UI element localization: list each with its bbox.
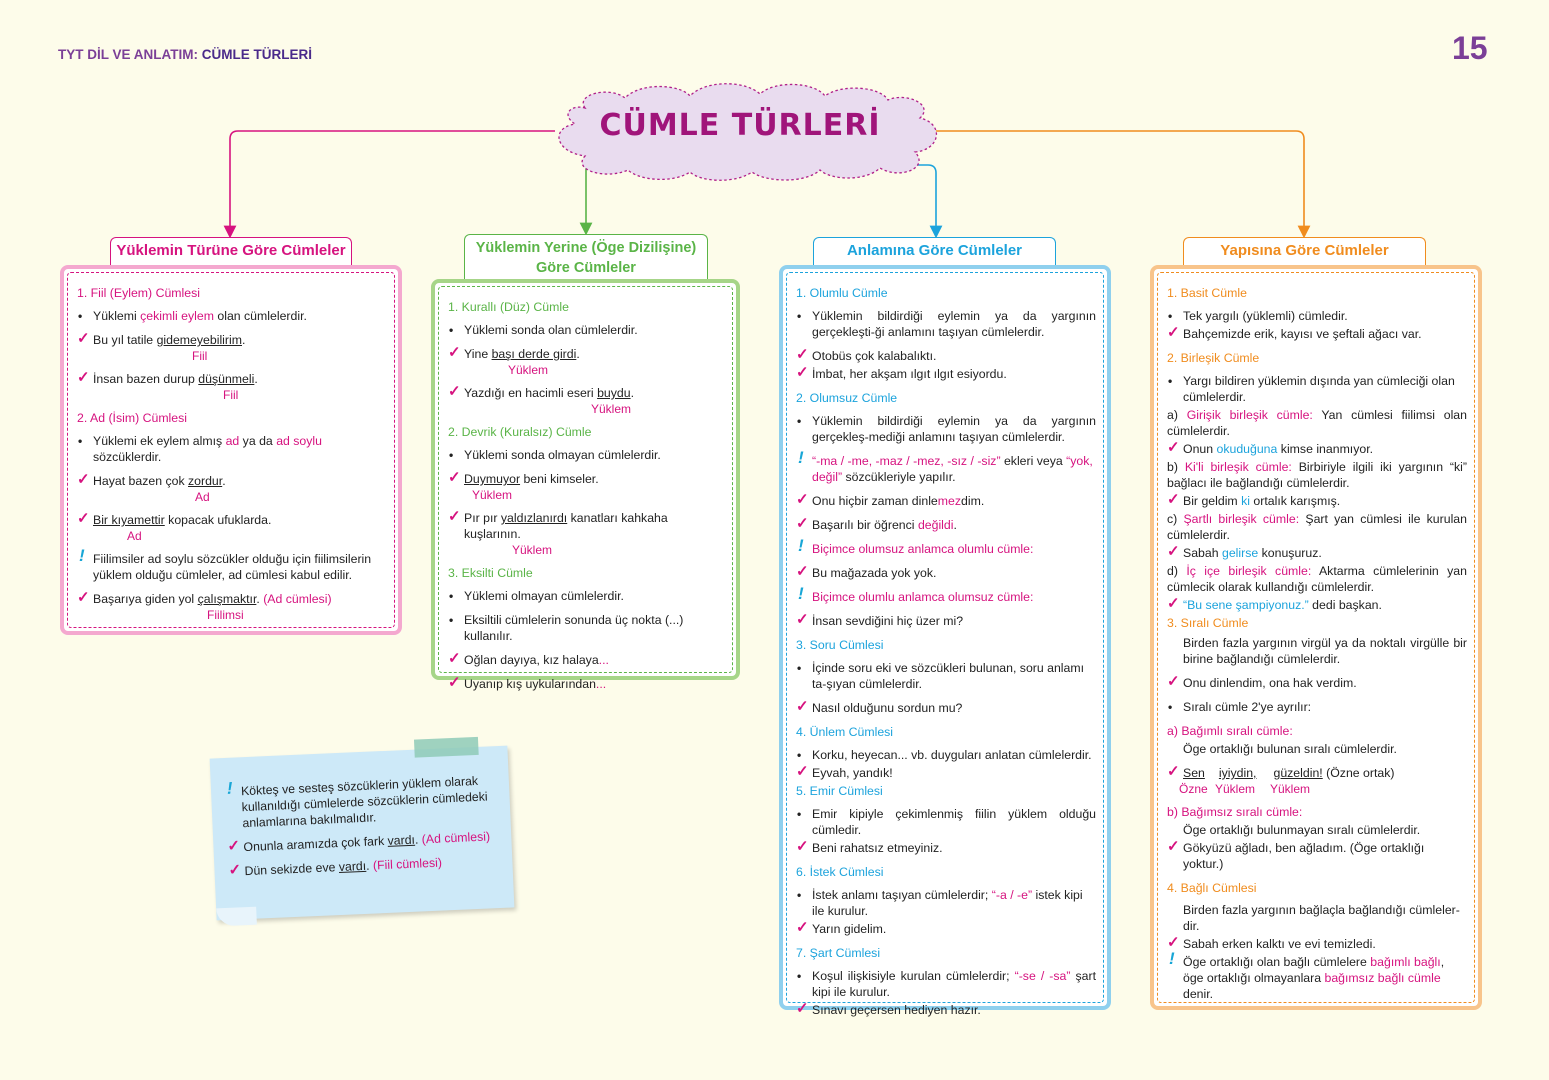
- col1-example-4-label: Ad: [127, 529, 142, 543]
- check-icon: ✓: [796, 611, 809, 628]
- check-icon: ✓: [77, 471, 90, 488]
- col4-section-birlesik: 2. Birleşik Cümle: [1167, 351, 1260, 365]
- check-icon: ✓: [448, 674, 461, 691]
- col1-example-3: ✓ Hayat bazen çok zordur.: [77, 471, 226, 488]
- check-icon: ✓: [1167, 439, 1180, 456]
- header-topic: CÜMLE TÜRLERİ: [201, 47, 313, 62]
- col3-example-7: ✓ Nasıl olduğunu sordun mu?: [796, 698, 963, 715]
- bullet-icon: •: [797, 414, 802, 428]
- col1-box: [60, 265, 402, 635]
- col1-example-2: ✓ İnsan bazen durup düşünmeli.: [77, 369, 258, 386]
- col1-example-2-label: Fiil: [223, 388, 239, 402]
- col4-item-c: c) Şartlı birleşik cümle: Şart yan cümlesi ile kurulan cümlelerdir.: [1167, 512, 1467, 542]
- col3-example-4: ✓ Başarılı bir öğrenci değildi.: [796, 515, 957, 532]
- col4-example-3: ✓ Bir geldim ki ortalık karışmış.: [1167, 491, 1341, 508]
- col3-section-olumsuz: 2. Olumsuz Cümle: [796, 391, 898, 405]
- col2-example-6: ✓ Uyanıp kış uykularından...: [448, 674, 607, 691]
- col2-example-2: ✓ Yazdığı en hacimli eseri buydu.: [448, 383, 634, 400]
- col3-section-istek: 6. İstek Cümlesi: [796, 865, 884, 879]
- check-icon: ✓: [796, 491, 809, 508]
- col3-example-3: ✓ Onu hiçbir zaman dinlemezdim.: [796, 491, 985, 508]
- col3-section-olumlu: 1. Olumlu Cümle: [796, 286, 888, 300]
- col1-bullet-2: • Yüklemi ek eylem almış ad ya da ad soylu sözcüklerdir.: [78, 434, 322, 464]
- check-icon: ✓: [796, 698, 809, 715]
- check-icon: ✓: [796, 346, 809, 363]
- col4-warning: ! Öge ortaklığı olan bağlı cümlelere bağımlı bağlı, öge ortaklığı olmayanlara bağımsız bağlı cümle denir.: [1169, 949, 1445, 1001]
- col4-example-5: ✓ “Bu sene şampiyonuz.” dedi başkan.: [1167, 595, 1382, 612]
- check-icon: ✓: [77, 330, 90, 347]
- col4-bullet-3: • Sıralı cümle 2'ye ayrılır:: [1168, 700, 1312, 714]
- col1-example-1-label: Fiil: [192, 349, 208, 363]
- col1-example-3-label: Ad: [195, 490, 210, 504]
- check-icon: ✓: [448, 344, 461, 361]
- col3-heading-tab: [813, 237, 1056, 267]
- col4-example-7: ✓ Sen iyiydin, güzeldin! (Özne ortak): [1167, 763, 1395, 780]
- col3-bullet-4: • Korku, heyecan... vb. duyguları anlatan cümlelerdir.: [797, 748, 1092, 762]
- main-title: CÜMLE TÜRLERİ: [599, 108, 881, 143]
- col2-heading-line-1: Yüklemin Yerine (Öge Dizilişine): [475, 240, 697, 256]
- exclamation-icon: !: [798, 536, 804, 555]
- col2-example-3: ✓ Duymuyor beni kimseler.: [448, 469, 599, 486]
- col2-section-devrik: 2. Devrik (Kuralsız) Cümle: [448, 425, 592, 439]
- col4-item-a2-desc: Öge ortaklığı bulunan sıralı cümlelerdir.: [1183, 742, 1397, 756]
- bullet-icon: •: [797, 807, 802, 821]
- col1-bullet-1: • Yüklemi çekimli eylem olan cümlelerdir.: [78, 309, 307, 323]
- check-icon: ✓: [77, 369, 90, 386]
- col4-example-9: ✓ Sabah erken kalktı ve evi temizledi.: [1167, 934, 1376, 951]
- col3-example-8: ✓ Eyvah, yandık!: [796, 763, 893, 780]
- col4-example-6: ✓ Onu dinlendim, ona hak verdim.: [1167, 673, 1357, 690]
- col1-heading-tab: [110, 237, 352, 267]
- col4-heading-tab: [1183, 237, 1426, 267]
- col3-example-1: ✓ Otobüs çok kalabalıktı.: [796, 346, 937, 363]
- col2-box: [431, 279, 740, 691]
- exclamation-icon: !: [1169, 949, 1175, 968]
- col1-section-ad: 2. Ad (İsim) Cümlesi: [77, 411, 188, 425]
- col4-section-bagli: 4. Bağlı Cümlesi: [1167, 881, 1257, 895]
- col2-heading-tab: [464, 234, 708, 281]
- col4-heading: Yapısına Göre Cümleler: [1220, 242, 1389, 259]
- col2-example-1: ✓ Yine başı derde girdi.: [448, 344, 580, 361]
- col4-paragraph-4: Birden fazla yargının bağlaçla bağlandığı cümleler-dir.: [1183, 903, 1460, 933]
- col2-example-4-label: Yüklem: [512, 543, 553, 557]
- col1-example-5: ✓ Başarıya giden yol çalışmaktır. (Ad cümlesi): [77, 589, 332, 606]
- bullet-icon: •: [449, 613, 454, 627]
- col4-item-b: b) Ki'li birleşik cümle: Birbiriyle ilgili iki yargının “ki” bağlacı ile bağlandığı cümlelerdir.: [1167, 460, 1468, 490]
- col2-bullet-1: • Yüklemi sonda olan cümlelerdir.: [449, 323, 638, 337]
- col4-example-1: ✓ Bahçemizde erik, kayısı ve şeftali ağacı var.: [1167, 324, 1422, 341]
- bullet-icon: •: [449, 323, 454, 337]
- check-icon: ✓: [1167, 595, 1180, 612]
- col3-example-9: ✓ Beni rahatsız etmeyiniz.: [796, 838, 943, 855]
- col3-example-10: ✓ Yarın gidelim.: [796, 919, 887, 936]
- check-icon: ✓: [228, 861, 242, 879]
- check-icon: ✓: [448, 383, 461, 400]
- col4-item-a2: a) Bağımlı sıralı cümle:: [1167, 724, 1293, 738]
- col2-example-1-label: Yüklem: [508, 363, 549, 377]
- col3-section-soru: 3. Soru Cümlesi: [796, 638, 884, 652]
- check-icon: ✓: [448, 650, 461, 667]
- col4-bullet-2: • Yargı bildiren yüklemin dışında yan cümleciği olan cümlelerdir.: [1168, 374, 1455, 404]
- col1-warning: ! Fiilimsiler ad soylu sözcükler olduğu için fiilimsilerin yüklem olduğu cümleler, ad cümlesi kabul edilir.: [79, 546, 372, 582]
- col3-bullet-2: • Yüklemin bildirdiği eylemin ya da yargının gerçekleş-mediği anlamını taşıyan cümlelerdir.: [797, 414, 1096, 444]
- bullet-icon: •: [1168, 700, 1173, 714]
- note-warning: ! Kökteş ve sesteş sözcüklerin yüklem olarak kullanıldığı cümlelerde sözcüklerin cümledeki anlamlarına bakılmalıdır.: [226, 773, 488, 831]
- check-icon: ✓: [1167, 838, 1180, 855]
- col2-example-3-label: Yüklem: [472, 488, 513, 502]
- check-icon: ✓: [796, 364, 809, 381]
- col1-example-5-label: Fiilimsi: [207, 608, 244, 622]
- col4-section-basit: 1. Basit Cümle: [1167, 286, 1247, 300]
- col3-box: [779, 265, 1111, 1017]
- bullet-icon: •: [1168, 309, 1173, 323]
- col4-example-4: ✓ Sabah gelirse konuşuruz.: [1167, 543, 1322, 560]
- col3-section-emir: 5. Emir Cümlesi: [796, 784, 883, 798]
- col3-bullet-3: • İçinde soru eki ve sözcükleri bulunan, soru anlamı ta-şıyan cümlelerdir.: [797, 661, 1085, 691]
- col4-item-b2-desc: Öge ortaklığı bulunmayan sıralı cümlelerdir.: [1183, 823, 1421, 837]
- check-icon: ✓: [796, 515, 809, 532]
- page-number: 15: [1452, 30, 1488, 66]
- check-icon: ✓: [448, 469, 461, 486]
- bullet-icon: •: [78, 309, 83, 323]
- check-icon: ✓: [1167, 763, 1180, 780]
- col3-example-2: ✓ İmbat, her akşam ılgıt ılgıt esiyordu.: [796, 364, 1007, 381]
- col4-item-d: d) İç içe birleşik cümle: Aktarma cümlelerinin yan cümlecik olarak kullandığı cümlelerdir.: [1167, 564, 1467, 594]
- col3-warning-2: ! Biçimce olumsuz anlamca olumlu cümle:: [798, 536, 1034, 556]
- col3-section-sart: 7. Şart Cümlesi: [796, 946, 881, 960]
- col3-example-6: ✓ İnsan sevdiğini hiç üzer mi?: [796, 611, 964, 628]
- col4-example-2: ✓ Onun okuduğuna kimse inanmıyor.: [1167, 439, 1374, 456]
- exclamation-icon: !: [798, 448, 804, 467]
- col3-warning-3: ! Biçimce olumlu anlamca olumsuz cümle:: [798, 584, 1034, 604]
- col3-example-5: ✓ Bu mağazada yok yok.: [796, 563, 937, 580]
- bullet-icon: •: [78, 434, 83, 448]
- bullet-icon: •: [1168, 374, 1173, 388]
- sticky-note: [210, 746, 515, 921]
- check-icon: ✓: [448, 508, 461, 525]
- col2-bullet-4: • Eksiltili cümlelerin sonunda üç nokta (...) kullanılır.: [449, 613, 684, 643]
- col1-heading: Yüklemin Türüne Göre Cümleler: [116, 242, 346, 259]
- col3-example-11: ✓ Sınavı geçersen hediyen hazır.: [796, 1000, 981, 1017]
- check-icon: ✓: [1167, 491, 1180, 508]
- col2-bullet-2: • Yüklemi sonda olmayan cümlelerdir.: [449, 448, 661, 462]
- col1-section-fiil: 1. Fiil (Eylem) Cümlesi: [77, 286, 200, 300]
- col3-warning-1: ! “-ma / -me, -maz / -mez, -sız / -siz” ekleri veya “yok, değil” sözcükleriyle yapılır.: [798, 448, 1093, 484]
- col2-section-eksilti: 3. Eksilti Cümle: [448, 566, 533, 580]
- bullet-icon: •: [449, 589, 454, 603]
- col3-section-unlem: 4. Ünlem Cümlesi: [796, 725, 894, 739]
- check-icon: ✓: [796, 1000, 809, 1017]
- check-icon: ✓: [796, 838, 809, 855]
- bullet-icon: •: [449, 448, 454, 462]
- col4-item-a: a) Girişik birleşik cümle: Yan cümlesi fiilimsi olan cümlelerdir.: [1167, 408, 1467, 438]
- check-icon: ✓: [1167, 543, 1180, 560]
- check-icon: ✓: [1167, 673, 1180, 690]
- bullet-icon: •: [797, 748, 802, 762]
- check-icon: ✓: [77, 589, 90, 606]
- bullet-icon: •: [797, 661, 802, 675]
- col4-item-b2: b) Bağımsız sıralı cümle:: [1167, 805, 1303, 819]
- col2-heading-line-2: Göre Cümleler: [536, 260, 636, 276]
- check-icon: ✓: [77, 510, 90, 527]
- col3-bullet-6: • İstek anlamı taşıyan cümlelerdir; “-a / -e” istek kipi ile kurulur.: [797, 888, 1083, 918]
- exclamation-icon: !: [79, 546, 85, 565]
- col2-bullet-3: • Yüklemi olmayan cümlelerdir.: [449, 589, 624, 603]
- check-icon: ✓: [796, 763, 809, 780]
- col3-bullet-7: • Koşul ilişkisiyle kurulan cümlelerdir; “-se / -sa” şart kipi ile kurulur.: [797, 969, 1096, 999]
- col3-bullet-1: • Yüklemin bildirdiği eylemin ya da yargının gerçekleşti-ği anlamını taşıyan cümlelerdir.: [797, 309, 1096, 339]
- note-tape: [414, 737, 479, 758]
- note-example-2: ✓ Dün sekizde eve vardı. (Fiil cümlesi): [228, 855, 443, 879]
- col1-example-4: ✓ Bir kıyamettir kopacak ufuklarda.: [77, 510, 272, 527]
- col4-bullet-1: • Tek yargılı (yüklemli) cümledir.: [1168, 309, 1348, 323]
- bullet-icon: •: [797, 888, 802, 902]
- check-icon: ✓: [796, 563, 809, 580]
- col2-example-5: ✓ Oğlan dayıya, kız halaya...: [448, 650, 609, 667]
- bullet-icon: •: [797, 309, 802, 323]
- col2-section-kuralli: 1. Kurallı (Düz) Cümle: [448, 300, 569, 314]
- exclamation-icon: !: [798, 584, 804, 603]
- header-prefix: TYT DİL VE ANLATIM:: [58, 47, 198, 62]
- col4-example-8: ✓ Gökyüzü ağladı, ben ağladım. (Öge ortaklığı yoktur.): [1167, 838, 1425, 871]
- col2-example-2-label: Yüklem: [591, 402, 632, 416]
- exclamation-icon: !: [226, 778, 234, 798]
- check-icon: ✓: [227, 837, 241, 855]
- col1-example-1: ✓ Bu yıl tatile gidemeyebilirim.: [77, 330, 246, 347]
- col3-bullet-5: • Emir kipiyle çekimlenmiş fiilin yüklem olduğu cümledir.: [797, 807, 1096, 837]
- col2-example-4: ✓ Pır pır yaldızlanırdı kanatları kahkaha kuşlarının.: [448, 508, 668, 541]
- bullet-icon: •: [797, 969, 802, 983]
- col4-paragraph-3: Birden fazla yargının virgül ya da noktalı virgülle bir birine bağlandığı cümlelerdir.: [1183, 636, 1467, 666]
- check-icon: ✓: [1167, 934, 1180, 951]
- col3-heading: Anlamına Göre Cümleler: [846, 242, 1023, 259]
- col4-box: [1150, 265, 1482, 1010]
- note-example-1: ✓ Onunla aramızda çok fark vardı. (Ad cümlesi): [227, 829, 491, 855]
- col4-example-7-labels: Özne Yüklem Yüklem: [1179, 782, 1311, 796]
- check-icon: ✓: [796, 919, 809, 936]
- col4-section-sirali: 3. Sıralı Cümle: [1167, 616, 1249, 630]
- check-icon: ✓: [1167, 324, 1180, 341]
